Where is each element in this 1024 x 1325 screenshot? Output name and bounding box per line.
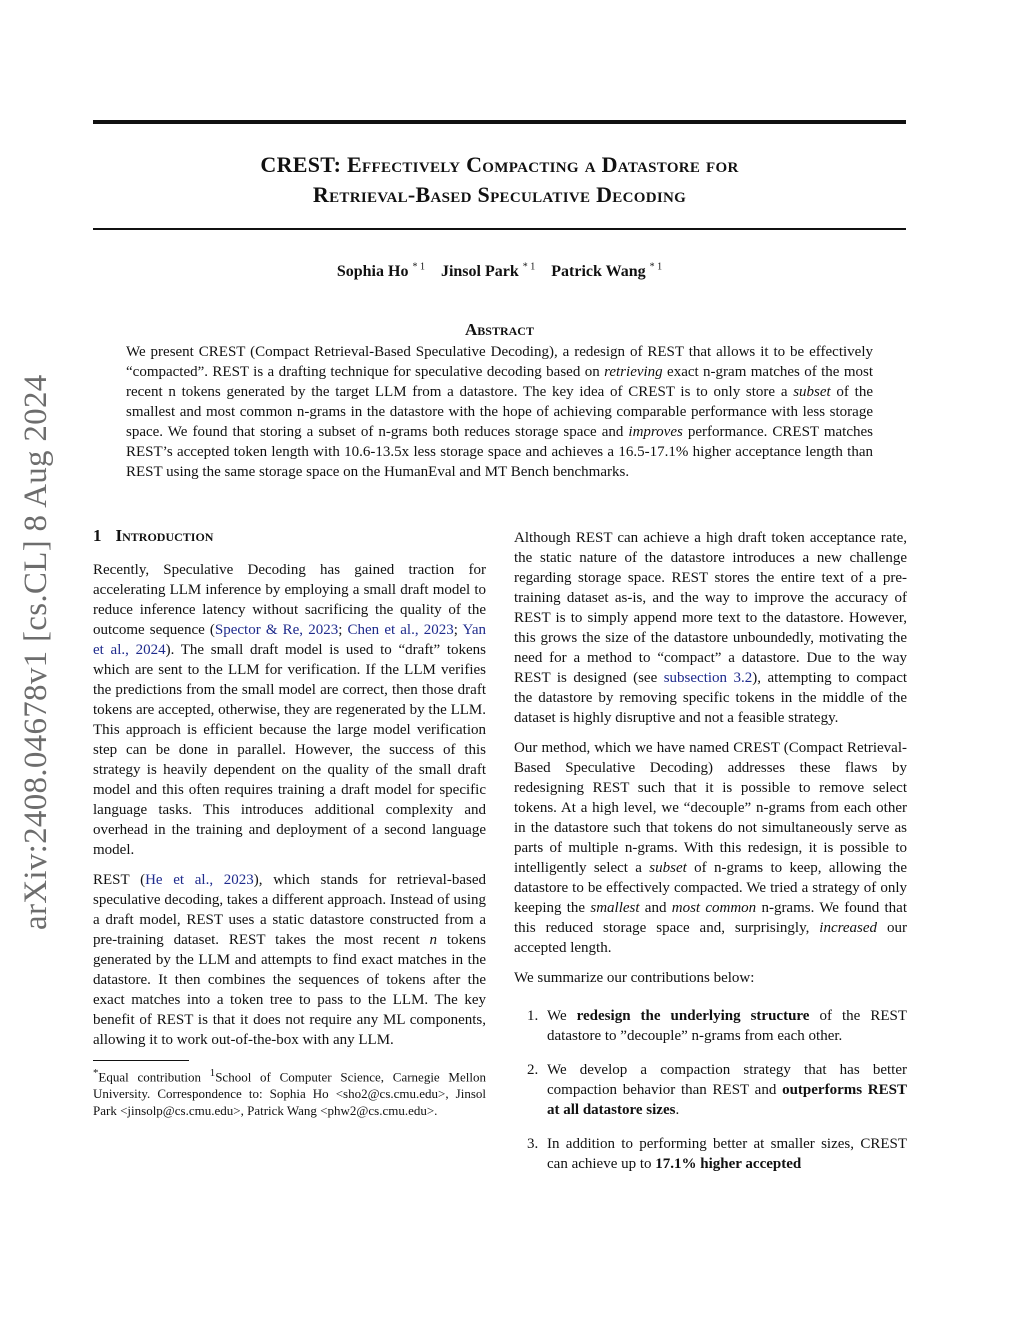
left-column: [93, 526, 486, 1129]
footnote: *Equal contribution $^1$School of Computer Science, Carnegie Mellon University. Correspondence to: Sophia Ho <sho2@cs.cmu.edu>, Jinsol Park <jinsolp@cs.cmu.edu>, Patrick Wang <phw2@cs.cmu.edu>.: [93, 1067, 486, 1119]
arxiv-stamp[interactable]: arXiv:2408.04678v1 [cs.CL] 8 Aug 2024: [18, 374, 54, 930]
citation-link[interactable]: Spector & Re, 2023: [214, 622, 339, 638]
citation-link[interactable]: He et al., 2023: [145, 872, 254, 888]
footnote-rule: [93, 1060, 189, 1061]
right-paragraph-2: Our method, which we have named CREST (Compact Retrieval-Based Speculative Decoding) addresses these flaws by redesigning REST such that it is possible to remove select tokens. At a high level, we “decouple” n-grams from each other in the datastore such that tokens do not simultaneously serve as parts of multiple n-grams. With this redesign, it is possible to intelligently select a subset of n-grams to keep, allowing the datastore to be effectively compacted. We tried a strategy of only keeping the smallest and most common n-grams. We found that this reduced storage space and, surprisingly, increased our accepted length.: [514, 740, 908, 956]
list-item: 1. We redesign the underlying structure of the REST datastore to ”decouple” n-grams from each other.: [527, 1008, 908, 1044]
paper-title: [93, 150, 906, 210]
title-top-rule: [93, 120, 906, 124]
right-paragraph-3: We summarize our contributions below:: [514, 970, 755, 986]
contributions-list: [514, 1006, 907, 1174]
title-line-2: Retrieval-Based Speculative Decoding: [312, 182, 687, 207]
abstract-text: We present CREST (Compact Retrieval-Based Speculative Decoding), a redesign of REST that allows it to be effectively “compacted”. REST is a drafting technique for speculative decoding based on retrieving exact n-gram matches of the most recent n tokens generated by the target LLM from a datastore. The key idea of CREST is to only store a subset of the smallest and most common n-grams in the datastore with the hope of achieving comparable performance with less storage space. We found that storing a subset of n-grams both reduces storage space and improves performance. CREST matches REST’s accepted token length with 10.6-13.5x less storage space and achieves a 16.5-17.1% higher acceptance length than REST using the same storage space on the HumanEval and MT Bench benchmarks.: [126, 344, 873, 480]
intro-paragraph-2: REST (He et al., 2023), which stands for retrieval-based speculative decoding, takes a different approach. Instead of using a draft model, REST uses a static datastore constructed from a pre-training dataset. REST takes the most recent n tokens generated by the LLM and attempts to find exact matches in the datastore. It then combines the sequences of tokens after the exact matches into a token tree to pass to the LLM. The key benefit of REST is that it does not require any ML components, allowing it to work out-of-the-box with any LLM.: [93, 872, 486, 1048]
section-heading: 1 Introduction: [93, 526, 214, 545]
abstract-heading: Abstract: [465, 320, 534, 339]
citation-link[interactable]: Chen et al., 2023: [347, 622, 454, 638]
right-column: [514, 528, 907, 1188]
author: Jinsol Park $^{* 1}$: [440, 262, 536, 281]
title-bottom-rule: [93, 228, 906, 230]
author-list: [93, 262, 906, 281]
title-line-1: CREST: Effectively Compacting a Datastore for: [260, 152, 739, 177]
right-paragraph-1: Although REST can achieve a high draft token acceptance rate, the static nature of the datastore introduces a new challenge regarding storage space. REST stores the entire text of a pre-training dataset as-is, and the way to improve the accuracy of REST is to simply append more text to the datastore. However, this grows the size of the datastore unboundedly, motivating the need for a method to “compact” a datastore. Due to the way REST is designed (see subsection 3.2), attempting to compact the datastore by removing specific tokens in the middle of the dataset is highly disruptive and not a feasible strategy.: [514, 530, 908, 726]
author: Sophia Ho $^{* 1}$: [336, 262, 425, 281]
section-reference-link[interactable]: subsection 3.2: [663, 670, 753, 686]
list-item: 2. We develop a compaction strategy that has better compaction behavior than REST and outperforms REST at all datastore sizes.: [527, 1062, 907, 1118]
intro-paragraph-1: Recently, Speculative Decoding has gained traction for accelerating LLM inference by employing a small draft model to reduce inference latency without sacrificing the quality of the outcome sequence (Spector & Re, 2023; Chen et al., 2023; Yan et al., 2024). The small draft model is used to “draft” tokens which are sent to the LLM for verification. If the LLM verifies the predictions from the small model are correct, then those draft tokens are accepted, otherwise, they are regenerated by the LLM. This approach is efficient because the large model verification step can be done in parallel. However, the success of this strategy is heavily dependent on the quality of the small draft model and this often requires training a draft model for specific language tasks. This introduces additional complexity and overhead in the training and deployment of a second language model.: [93, 562, 487, 858]
list-item: 3. In addition to performing better at smaller sizes, CREST can achieve up to 17.1% higher accepted: [527, 1136, 907, 1172]
author: Patrick Wang $^{* 1}$: [551, 262, 663, 281]
citation-link[interactable]: Yan et al., 2024: [93, 622, 486, 658]
